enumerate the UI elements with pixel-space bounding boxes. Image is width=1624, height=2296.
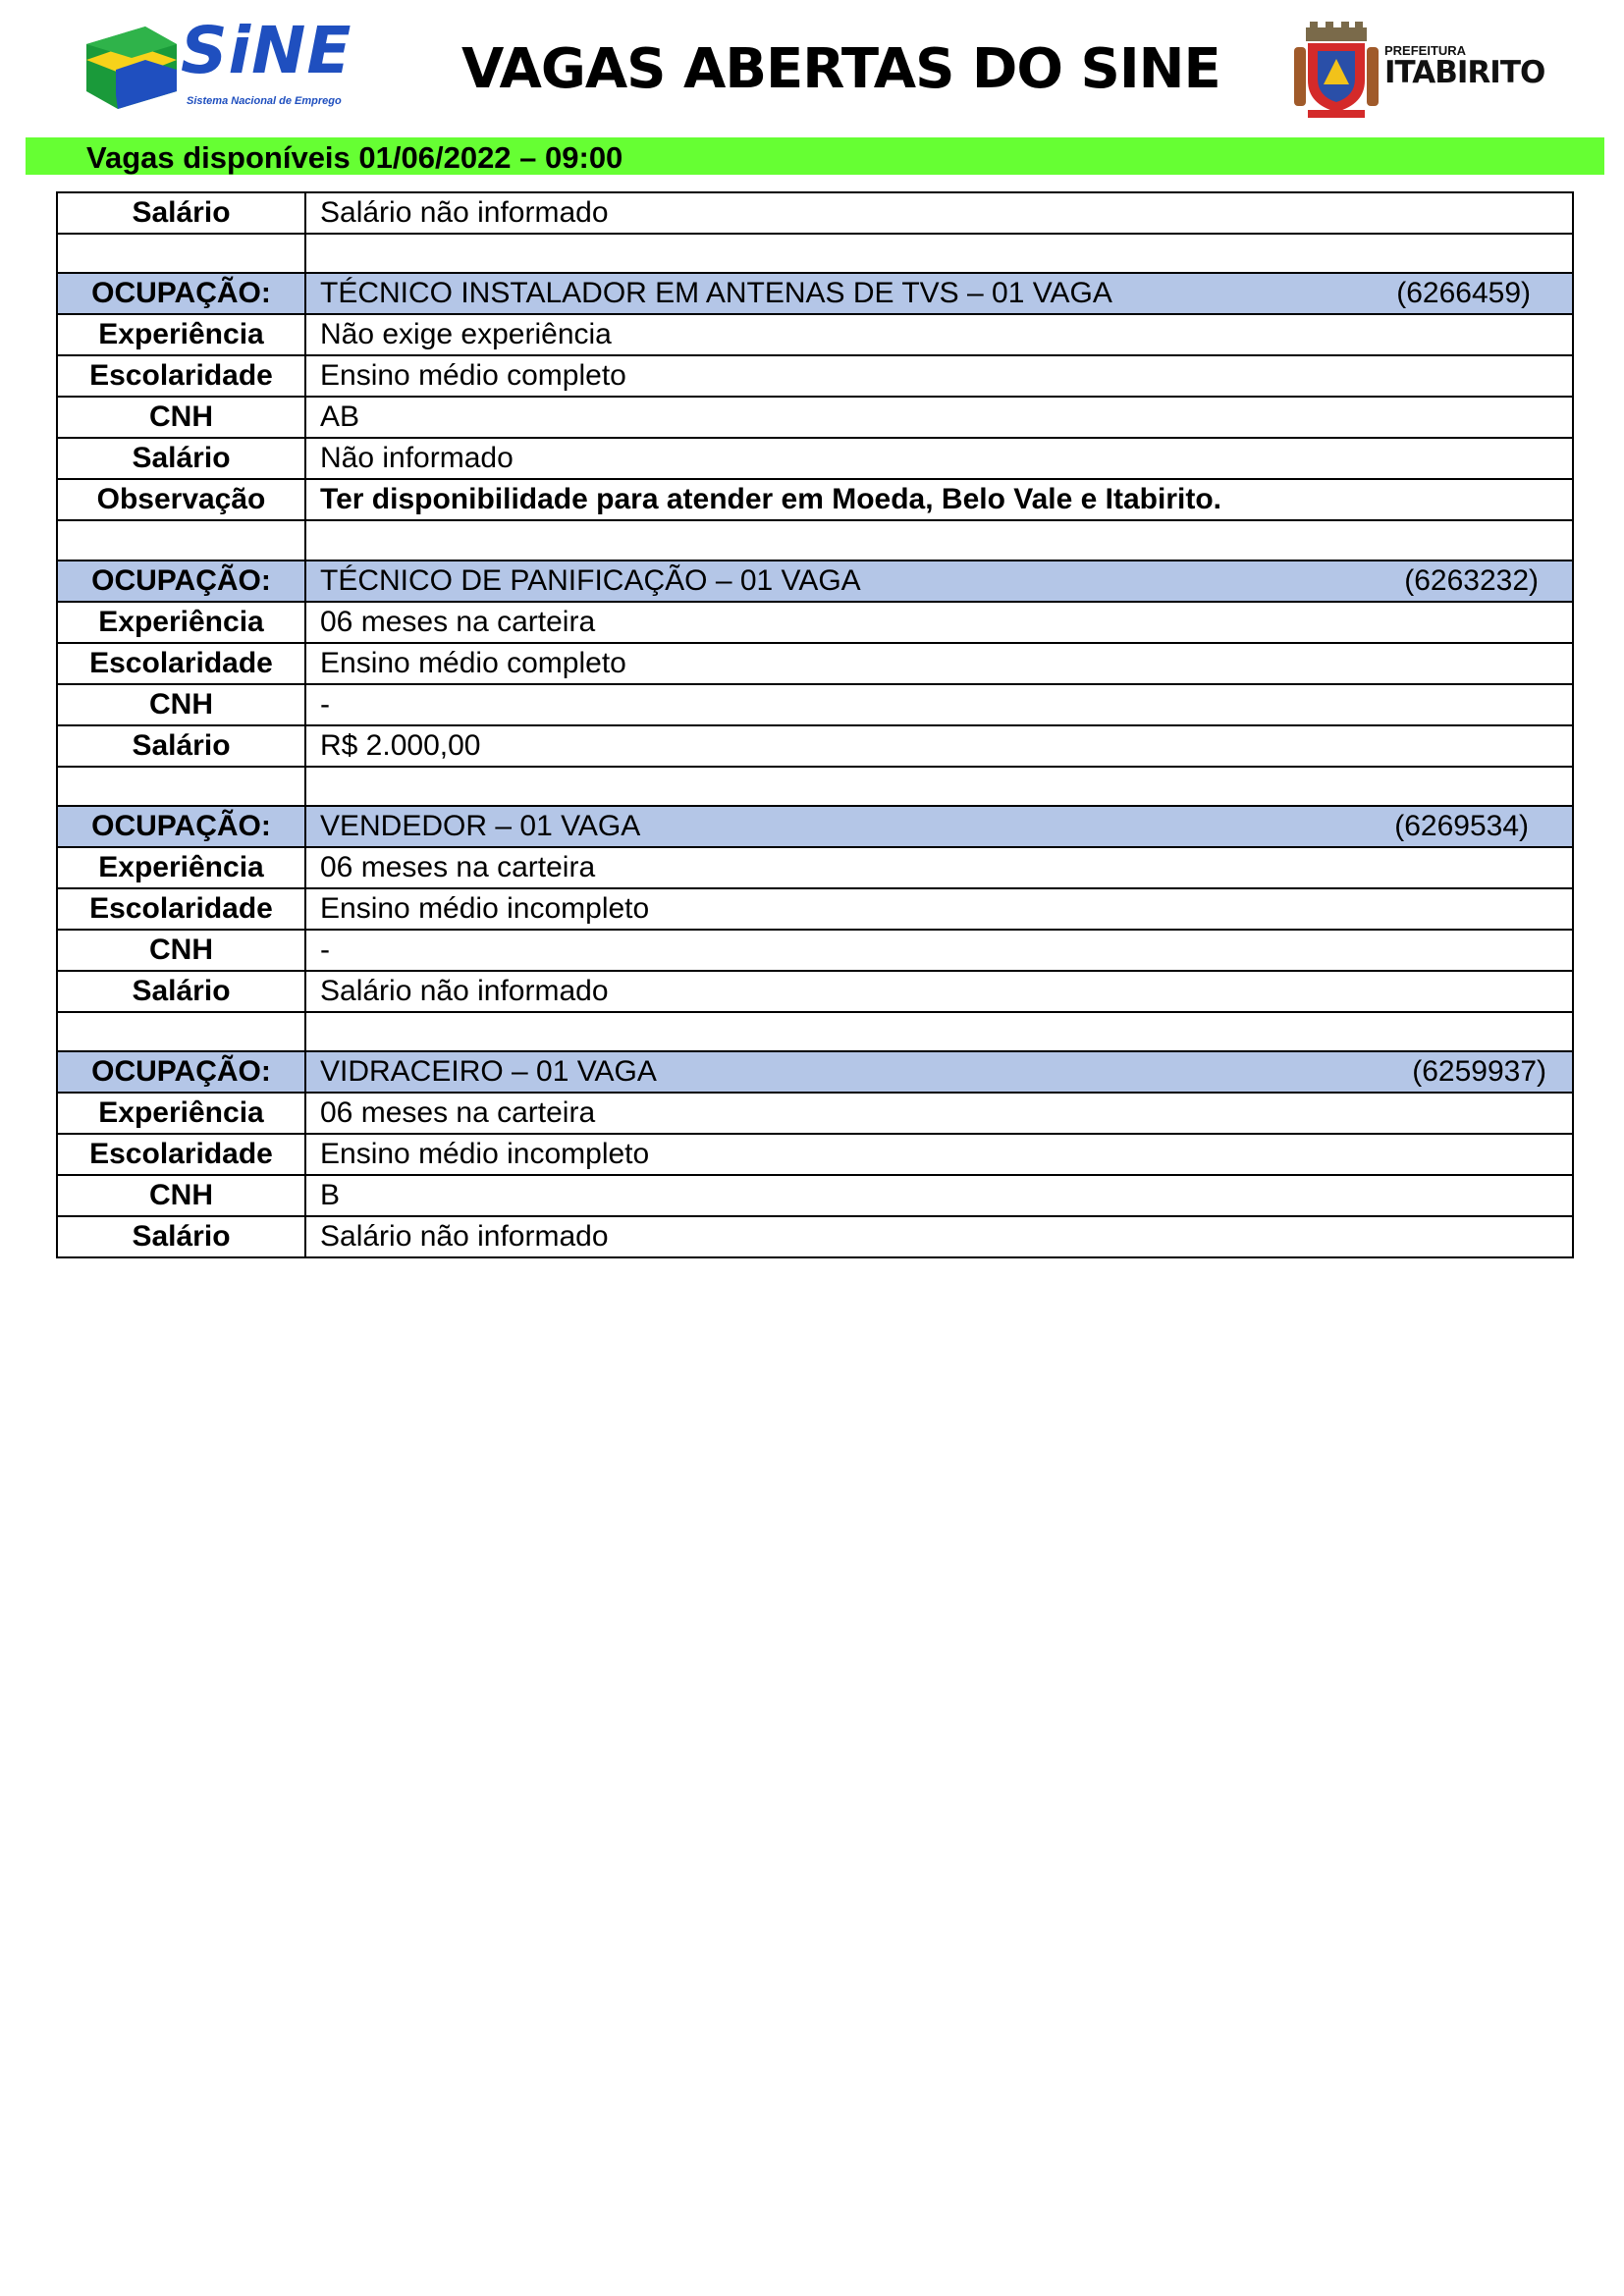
row-label: Escolaridade xyxy=(57,355,305,397)
row-label: Experiência xyxy=(57,602,305,643)
sine-logo-subtitle: Sistema Nacional de Emprego xyxy=(187,95,342,107)
sine-logo-text: SiNE xyxy=(181,13,352,88)
row-value: B xyxy=(305,1175,1573,1216)
row-value xyxy=(305,520,1573,560)
row-value: 06 meses na carteira xyxy=(305,847,1573,888)
row-label: OCUPAÇÃO: xyxy=(57,273,305,314)
prefeitura-city: ITABIRITO xyxy=(1384,55,1545,90)
table-row xyxy=(57,479,1573,520)
occupation-code: (6259937) xyxy=(1412,1055,1546,1089)
prefeitura-label: PREFEITURA xyxy=(1384,43,1467,58)
row-label xyxy=(57,520,305,560)
occupation-value xyxy=(305,561,1573,602)
table-row xyxy=(57,888,1573,930)
row-label: CNH xyxy=(57,930,305,971)
row-label: OCUPAÇÃO: xyxy=(57,806,305,847)
row-value: R$ 2.000,00 xyxy=(305,725,1573,767)
row-value: Salário não informado xyxy=(305,971,1573,1012)
occupation-title: TÉCNICO DE PANIFICAÇÃO – 01 VAGA xyxy=(320,563,861,597)
row-value: 06 meses na carteira xyxy=(305,602,1573,643)
row-label: Escolaridade xyxy=(57,643,305,684)
table-row xyxy=(57,438,1573,479)
page-header xyxy=(0,0,1624,137)
occupation-row xyxy=(57,806,1573,847)
row-label: CNH xyxy=(57,397,305,438)
table-row xyxy=(57,192,1573,234)
row-label: Salário xyxy=(57,438,305,479)
occupation-code: (6269534) xyxy=(1394,809,1529,842)
row-label: CNH xyxy=(57,684,305,725)
table-row xyxy=(57,725,1573,767)
row-label: Observação xyxy=(57,479,305,520)
table-row xyxy=(57,930,1573,971)
occupation-value xyxy=(305,806,1573,847)
row-label: Experiência xyxy=(57,1093,305,1134)
row-value: Não exige experiência xyxy=(305,314,1573,355)
occupation-row xyxy=(57,561,1573,602)
table-row xyxy=(57,314,1573,355)
row-label xyxy=(57,767,305,806)
occupation-title: VENDEDOR – 01 VAGA xyxy=(320,809,641,842)
row-label: Salário xyxy=(57,725,305,767)
row-value: - xyxy=(305,930,1573,971)
occupation-value xyxy=(305,273,1573,314)
row-label: Salário xyxy=(57,192,305,234)
table-row xyxy=(57,971,1573,1012)
table-row xyxy=(57,684,1573,725)
table-row xyxy=(57,602,1573,643)
table-row xyxy=(57,1216,1573,1257)
row-label xyxy=(57,1012,305,1051)
row-value: Ensino médio completo xyxy=(305,643,1573,684)
row-label: Experiência xyxy=(57,847,305,888)
occupation-title: VIDRACEIRO – 01 VAGA xyxy=(320,1055,657,1089)
table-row xyxy=(57,355,1573,397)
date-bar xyxy=(26,137,1604,175)
table-row xyxy=(57,397,1573,438)
row-label xyxy=(57,234,305,273)
occupation-row xyxy=(57,1051,1573,1093)
row-value xyxy=(305,767,1573,806)
vagas-table xyxy=(56,191,1574,1258)
brazil-flag-icon xyxy=(86,27,177,109)
row-label: OCUPAÇÃO: xyxy=(57,1051,305,1093)
row-value: - xyxy=(305,684,1573,725)
row-value: Ensino médio incompleto xyxy=(305,888,1573,930)
row-label: Experiência xyxy=(57,314,305,355)
sine-logo xyxy=(86,13,361,113)
row-label: Salário xyxy=(57,1216,305,1257)
prefeitura-logo xyxy=(1294,22,1545,120)
occupation-code: (6266459) xyxy=(1396,277,1531,310)
date-bar-text: Vagas disponíveis 01/06/2022 – 09:00 xyxy=(86,140,623,175)
row-value xyxy=(305,1012,1573,1051)
row-value: Não informado xyxy=(305,438,1573,479)
row-label: CNH xyxy=(57,1175,305,1216)
observation-value: Ter disponibilidade para atender em Moeda, Belo Vale e Itabirito. xyxy=(305,479,1573,520)
coat-of-arms-icon xyxy=(1294,22,1379,120)
row-value: 06 meses na carteira xyxy=(305,1093,1573,1134)
row-label: Escolaridade xyxy=(57,888,305,930)
table-row xyxy=(57,1175,1573,1216)
row-value: Salário não informado xyxy=(305,192,1573,234)
table-row xyxy=(57,1093,1573,1134)
row-label: Escolaridade xyxy=(57,1134,305,1175)
table-row xyxy=(57,643,1573,684)
occupation-title: TÉCNICO INSTALADOR EM ANTENAS DE TVS – 01 VAGA xyxy=(320,277,1112,310)
row-label: Salário xyxy=(57,971,305,1012)
row-value: Ensino médio incompleto xyxy=(305,1134,1573,1175)
table-row xyxy=(57,847,1573,888)
occupation-row xyxy=(57,273,1573,314)
table-row-spacer xyxy=(57,520,1573,560)
page-title: VAGAS ABERTAS DO SINE xyxy=(461,37,1220,101)
table-row xyxy=(57,1134,1573,1175)
table-row-spacer xyxy=(57,767,1573,806)
row-label: OCUPAÇÃO: xyxy=(57,561,305,602)
occupation-value xyxy=(305,1051,1573,1093)
table-row-spacer xyxy=(57,1012,1573,1051)
row-value xyxy=(305,234,1573,273)
occupation-code: (6263232) xyxy=(1404,563,1539,597)
row-value: AB xyxy=(305,397,1573,438)
table-row-spacer xyxy=(57,234,1573,273)
row-value: Salário não informado xyxy=(305,1216,1573,1257)
row-value: Ensino médio completo xyxy=(305,355,1573,397)
